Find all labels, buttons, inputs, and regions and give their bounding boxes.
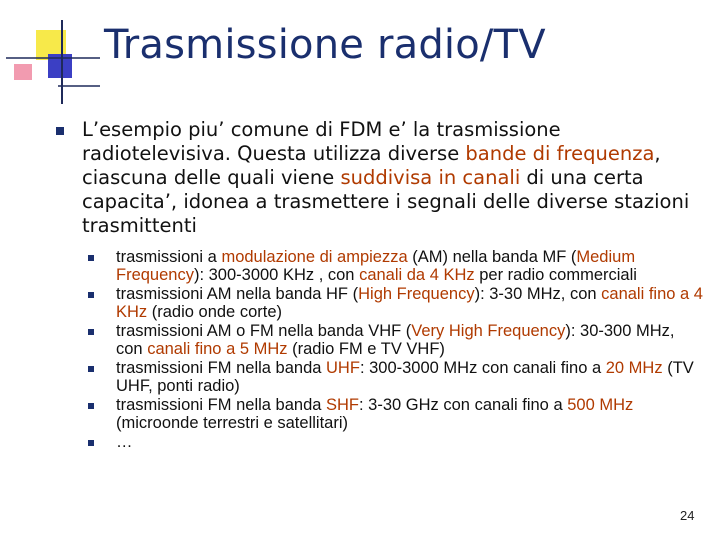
text-run: ): 30-300 MHz, con <box>116 322 675 358</box>
square-bullet-icon <box>88 366 94 372</box>
text-run: trasmissioni AM o FM nella banda VHF ( <box>116 322 412 340</box>
highlighted-text: bande di frequenza <box>465 142 655 165</box>
text-run: per radio commerciali <box>474 265 637 284</box>
sub-bullet-item <box>88 286 704 321</box>
highlighted-text: canali fino a 4 KHz <box>116 285 703 321</box>
slide-title: Trasmissione radio/TV <box>104 22 546 68</box>
text-run: (TV UHF, ponti radio) <box>116 359 694 395</box>
title-decoration <box>0 0 110 110</box>
sub-bullet-item <box>88 434 704 452</box>
highlighted-text: High Frequency <box>358 285 475 303</box>
highlighted-text: UHF <box>326 359 360 377</box>
square-bullet-icon <box>88 255 94 261</box>
text-run: , ciascuna delle quali viene <box>82 142 661 189</box>
deco-pink-square <box>14 64 32 80</box>
text-run: trasmissioni a <box>116 248 222 266</box>
square-bullet-icon <box>88 292 94 298</box>
square-bullet-icon <box>88 440 94 446</box>
slide-body <box>54 118 704 468</box>
sub-bullet-item <box>88 397 704 432</box>
text-run: L’esempio piu’ comune di FDM e’ la trasmissione radiotelevisiva. Questa utilizza diverse <box>82 118 561 165</box>
text-run: (AM) nella banda MF ( <box>407 248 577 266</box>
highlighted-text: suddivisa in canali <box>340 166 521 189</box>
sub-bullet-item <box>88 249 704 284</box>
text-run: (radio onde corte) <box>147 302 282 321</box>
square-bullet-icon <box>88 329 94 335</box>
square-bullet-icon <box>88 403 94 409</box>
text-run: : 3-30 GHz con canali fino a <box>359 396 568 414</box>
text-run: trasmissioni FM nella banda <box>116 396 327 414</box>
highlighted-text: canali da 4 KHz <box>359 265 475 284</box>
highlighted-text: Medium Frequency <box>116 248 636 284</box>
sub-bullet-item <box>88 323 704 358</box>
main-bullet-text <box>82 118 689 237</box>
square-bullet-icon <box>56 127 64 135</box>
highlighted-text: 20 MHz <box>605 359 663 377</box>
text-run: ): 3-30 MHz, con <box>474 285 602 303</box>
text-run: : 300-3000 MHz con canali fino a <box>359 359 606 377</box>
highlighted-text: 500 MHz <box>567 396 634 414</box>
sub-bullet-item <box>88 360 704 395</box>
text-run: … <box>116 433 133 451</box>
text-run: trasmissioni FM nella banda <box>116 359 327 377</box>
text-run: trasmissioni AM nella banda HF ( <box>116 285 359 303</box>
highlighted-text: Very High Frequency <box>411 322 566 340</box>
highlighted-text: canali fino a 5 MHz <box>147 339 288 358</box>
text-run: ): 300-3000 KHz , con <box>193 265 360 284</box>
text-run: (radio FM e TV VHF) <box>287 339 445 358</box>
highlighted-text: SHF <box>326 396 360 414</box>
highlighted-text: modulazione di ampiezza <box>221 248 408 266</box>
main-bullet <box>54 118 704 238</box>
page-number: 24 <box>680 508 695 523</box>
sub-bullet-list <box>88 249 704 452</box>
text-run: di una certa capacita’, idonea a trasmettere i segnali delle diverse stazioni trasmittenti <box>82 166 690 237</box>
text-run: (microonde terrestri e satellitari) <box>116 413 348 432</box>
